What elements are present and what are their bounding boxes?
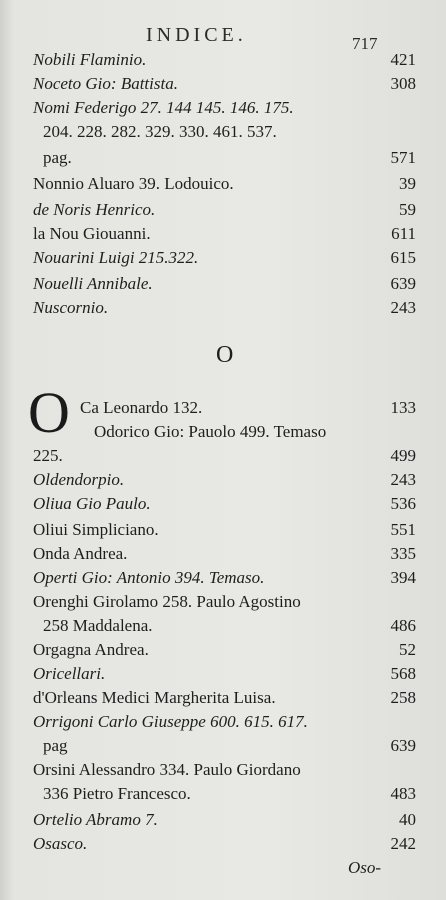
index-entry <box>0 542 446 566</box>
entry-name: Ca Leonardo 132. <box>80 398 203 417</box>
entry-page-ref: 394 <box>390 568 416 587</box>
index-entry <box>0 492 446 516</box>
entry-page-ref: 568 <box>390 664 416 683</box>
index-entry <box>0 758 446 782</box>
index-entry <box>0 120 446 144</box>
entry-name: 336 Pietro Francesco. <box>43 784 191 803</box>
entry-page-ref: 486 <box>390 616 416 635</box>
index-entry <box>0 72 446 96</box>
index-entry <box>0 172 446 196</box>
page-number: 717 <box>352 34 378 53</box>
index-entry <box>0 420 446 444</box>
index-entry <box>0 468 446 492</box>
entry-name: 204. 228. 282. 329. 330. 461. 537. <box>43 122 277 141</box>
entry-name: de Noris Henrico. <box>33 200 156 219</box>
entry-page-ref: 258 <box>390 688 416 707</box>
entry-name: Orgagna Andrea. <box>33 640 149 659</box>
index-entry <box>0 222 446 246</box>
entry-name: Operti Gio: Antonio 394. Temaso. <box>33 568 265 587</box>
entry-name: Nomi Federigo 27. 144 145. 146. 175. <box>33 98 294 117</box>
entry-name: 225. <box>33 446 63 465</box>
entry-page-ref: 308 <box>390 74 416 93</box>
entry-page-ref: 52 <box>399 640 416 659</box>
entry-page-ref: 243 <box>390 470 416 489</box>
index-entry <box>0 48 446 72</box>
entry-page-ref: 59 <box>399 200 416 219</box>
entry-page-ref: 499 <box>390 446 416 465</box>
index-entry <box>0 296 446 320</box>
entry-name: la Nou Giouanni. <box>33 224 151 243</box>
index-entry <box>0 808 446 832</box>
entry-name: Oricellari. <box>33 664 106 683</box>
page-title: INDICE. <box>146 24 247 46</box>
entry-name: pag <box>43 736 68 755</box>
entry-name: Nuscornio. <box>33 298 109 317</box>
entry-name: pag. <box>43 148 72 167</box>
entry-name: Orrigoni Carlo Giuseppe 600. 615. 617. <box>33 712 308 731</box>
index-entry <box>0 96 446 120</box>
entry-page-ref: 242 <box>390 834 416 853</box>
entry-name: Osasco. <box>33 834 88 853</box>
index-entry <box>0 662 446 686</box>
index-entry <box>0 734 446 758</box>
page-header <box>0 10 446 53</box>
entry-name: Nobili Flaminio. <box>33 50 147 69</box>
entry-page-ref: 611 <box>391 224 416 243</box>
index-entry <box>0 396 446 420</box>
entry-name: Oldendorpio. <box>33 470 125 489</box>
entry-page-ref: 536 <box>390 494 416 513</box>
entry-name: Onda Andrea. <box>33 544 128 563</box>
index-entry <box>0 782 446 806</box>
entry-page-ref: 615 <box>390 248 416 267</box>
index-entry <box>0 638 446 662</box>
entry-page-ref: 483 <box>390 784 416 803</box>
index-entry <box>0 686 446 710</box>
index-entry <box>0 518 446 542</box>
entry-page-ref: 639 <box>390 736 416 755</box>
entry-page-ref: 421 <box>390 50 416 69</box>
entry-page-ref: 639 <box>390 274 416 293</box>
index-entry <box>0 146 446 170</box>
entry-page-ref: 39 <box>399 174 416 193</box>
entry-page-ref: 133 <box>390 398 416 417</box>
index-entry <box>0 246 446 270</box>
section-heading: O <box>216 342 234 368</box>
entry-name: Nouelli Annibale. <box>33 274 153 293</box>
index-entry <box>0 444 446 468</box>
index-entry <box>0 614 446 638</box>
entry-name: d'Orleans Medici Margherita Luisa. <box>33 688 276 707</box>
entry-name: Nouarini Luigi 215.322. <box>33 248 199 267</box>
drop-capital: O <box>28 380 70 445</box>
catchword: Oso- <box>348 858 382 877</box>
entry-name: Odorico Gio: Pauolo 499. Temaso <box>94 422 327 441</box>
entry-page-ref: 40 <box>399 810 416 829</box>
index-entry <box>0 832 446 856</box>
index-entry <box>0 710 446 734</box>
entry-name: Ortelio Abramo 7. <box>33 810 158 829</box>
entry-page-ref: 243 <box>390 298 416 317</box>
entry-name: Noceto Gio: Battista. <box>33 74 178 93</box>
entry-name: Orsini Alessandro 334. Paulo Giordano <box>33 760 301 779</box>
index-entry <box>0 566 446 590</box>
entry-page-ref: 335 <box>390 544 416 563</box>
index-entry <box>0 272 446 296</box>
entry-name: Orenghi Girolamo 258. Paulo Agostino <box>33 592 301 611</box>
index-entry <box>0 198 446 222</box>
entry-name: Oliua Gio Paulo. <box>33 494 151 513</box>
entry-name: Nonnio Aluaro 39. Lodouico. <box>33 174 234 193</box>
index-entry <box>0 590 446 614</box>
entry-name: Oliui Simpliciano. <box>33 520 159 539</box>
entry-page-ref: 571 <box>390 148 416 167</box>
entry-page-ref: 551 <box>390 520 416 539</box>
entry-name: 258 Maddalena. <box>43 616 153 635</box>
